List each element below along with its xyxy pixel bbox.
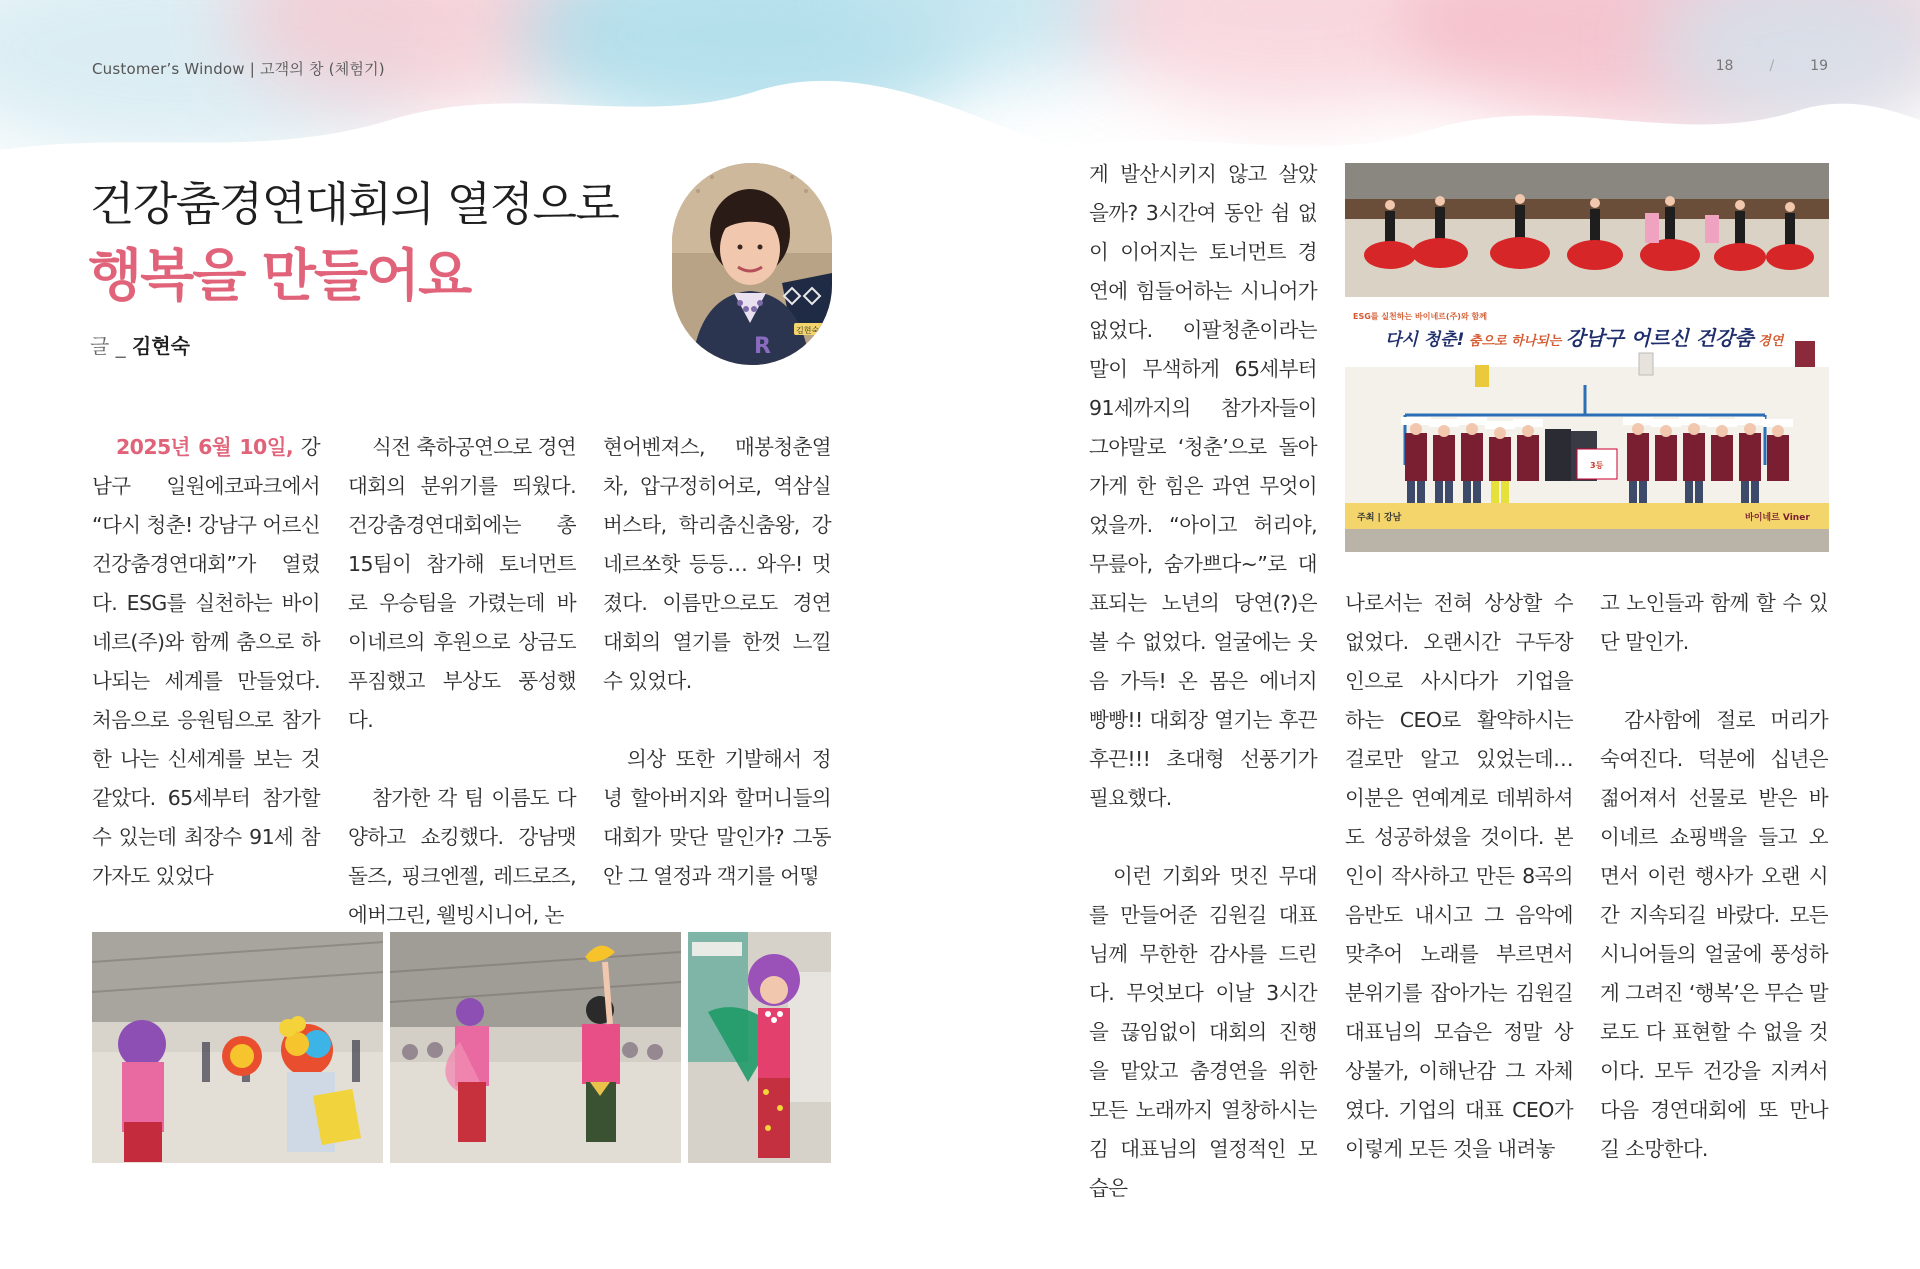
page-number-left: 18 [1715, 58, 1734, 74]
col4-paragraph-2: 이런 기회와 멋진 무대를 만들어준 김원길 대표님께 무한한 감사를 드린다. 무엇보다 이날 3시간을 끊임없이 대회의 진행을 맡았고 춤경연을 위한 모든 노래까지 열창하시는 김 대표님의 열정적인 모습은 [1089, 864, 1317, 1200]
page-number-separator: / [1769, 58, 1775, 74]
body-column-6 [1600, 584, 1828, 1208]
col2-paragraph-1: 식전 축하공연으로 경연대회의 분위기를 띄웠다. 건강춤경연대회에는 총 15팀이 참가해 토너먼트로 우승팀을 가렸는데 바이네르의 후원으로 상금도 푸짐했고 부상도 풍성했다. [348, 435, 576, 732]
article-title-line1: 건강춤경연대회의 열정으로 [90, 177, 619, 231]
col3-paragraph-1: 현어벤져스, 매봉청춘열차, 압구정히어로, 역삼실버스타, 학리춤신춤왕, 강네르쏘핫 등등… 와우! 멋졌다. 이름만으로도 경연대회의 열기를 한껏 느낄 수 있었다. [603, 435, 831, 693]
byline-author: 김현숙 [132, 334, 191, 358]
banner-slogan-d: 경연 [1753, 334, 1784, 349]
body-column-4 [1089, 155, 1317, 1247]
page-numbers [1716, 58, 1828, 74]
running-head: Customer’s Window | 고객의 창 (체험기) [92, 60, 385, 78]
photo-dancer-green-scarf [688, 932, 831, 1163]
wash-wave-edge [0, 0, 1920, 190]
portrait-name-badge: 김현숙님 [796, 326, 827, 335]
col5-paragraph-1: 나로서는 전혀 상상할 수 없었다. 오랜시간 구두장인으로 사시다가 기업을 하는 CEO로 활약하시는 걸로만 알고 있었는데… 이분은 연예계로 데뷔하셔도 성공하셨을 것이다. 본인이 작사하고 만든 8곡의 음반도 내시고 그 음악에 맞추어 노래를 부르면서 분위기를 잡아가는 김원길 대표님의 모습은 정말 상상불가, 이해난감 그 자체였다. 기업의 대표 CEO가 이렇게 모든 것을 내려놓 [1345, 591, 1573, 1161]
banner-slogan-b: 춤으로 하나되는 [1464, 334, 1566, 349]
col1-paragraph [92, 428, 320, 896]
byline [90, 330, 190, 359]
article-title-line2: 행복을 만들어요 [88, 244, 471, 309]
photo-winners-banner [1345, 305, 1829, 552]
svg-text:다시 청춘! 춤으로 하나되는 강남구 어르신 건강춤 경연 [1385, 326, 1785, 350]
col6-paragraph-2: 감사함에 절로 머리가 숙여진다. 덕분에 십년은 젊어져서 선물로 받은 바이네르 쇼핑백을 들고 오면서 이런 행사가 오랜 시간 지속되길 바랐다. 모든 시니어들의 얼굴에 풍성하게 그려진 ‘행복’은 무슨 말로도 다 표현할 수 없을 것이다. 모두 건강을 지켜서 다음 경연대회에 또 만나길 소망한다. [1600, 708, 1828, 1161]
svg-text:R: R [754, 334, 771, 359]
header-watercolor-wash [0, 0, 1920, 190]
byline-prefix: 글 _ [90, 334, 133, 358]
award-sign-text: 3등 [1590, 461, 1604, 470]
col2-paragraph-2: 참가한 각 팀 이름도 다양하고 쇼킹했다. 강남맷돌즈, 핑크엔젤, 레드로즈, 에버그린, 웰빙시니어, 논 [348, 786, 576, 927]
banner-slogan-c: 강남구 어르신 건강춤 [1565, 326, 1754, 350]
body-column-2 [348, 428, 576, 974]
col6-paragraph-1: 고 노인들과 함께 할 수 있단 말인가. [1600, 591, 1828, 654]
body-column-3 [603, 428, 831, 935]
col1-text: 강남구 일원에코파크에서 “다시 청춘! 강남구 어르신 건강춤경연대회”가 열렸다. ESG를 실천하는 바이네르(주)와 함께 춤으로 하나되는 세계를 만들었다. 처음으로 응원팀으로 참가한 나는 신세계를 보는 것 같았다. 65세부터 참가할 수 있는데 최장수 91세 참가자도 있었다 [92, 435, 320, 888]
banner-bottom-left: 주최 | 강남 [1357, 513, 1402, 523]
photo-dancers-purple-wigs [92, 932, 383, 1163]
banner-bottom-right: 바이네르 Viner [1745, 513, 1810, 523]
photo-dancers-red-skirts [1345, 163, 1829, 297]
col3-paragraph-2: 의상 또한 기발해서 정녕 할아버지와 할머니들의 대회가 맞단 말인가? 그동안 그 열정과 객기를 어떻 [603, 747, 831, 888]
photo-dancers-pink-shirts [390, 932, 681, 1163]
body-column-5 [1345, 584, 1573, 1208]
page-number-right: 19 [1810, 58, 1828, 74]
event-date: 2025년 6월 10일, [116, 435, 294, 459]
col4-paragraph-1: 게 발산시키지 않고 살았을까? 3시간여 동안 쉼 없이 이어지는 토너먼트 경연에 힘들어하는 시니어가 없었다. 이팔청춘이라는 말이 무색하게 65세부터 91세까지의 참가자들이 그야말로 ‘청춘’으로 돌아가게 한 힘은 과연 무엇이었을까. “아이고 허리야, 무릎아, 숨가쁘다~”로 대표되는 노년의 당연(?)은 볼 수 없었다. 얼굴에는 웃음 가득! 온 몸은 에너지 빵빵!! 대회장 열기는 후끈후끈!!! 초대형 선풍기가 필요했다. [1089, 162, 1317, 810]
banner-small-top: ESG를 실천하는 바이네르(주)와 함께 [1353, 312, 1487, 321]
body-column-1 [92, 428, 320, 935]
banner-slogan-a: 다시 청춘! [1385, 330, 1465, 350]
author-portrait [672, 163, 832, 365]
